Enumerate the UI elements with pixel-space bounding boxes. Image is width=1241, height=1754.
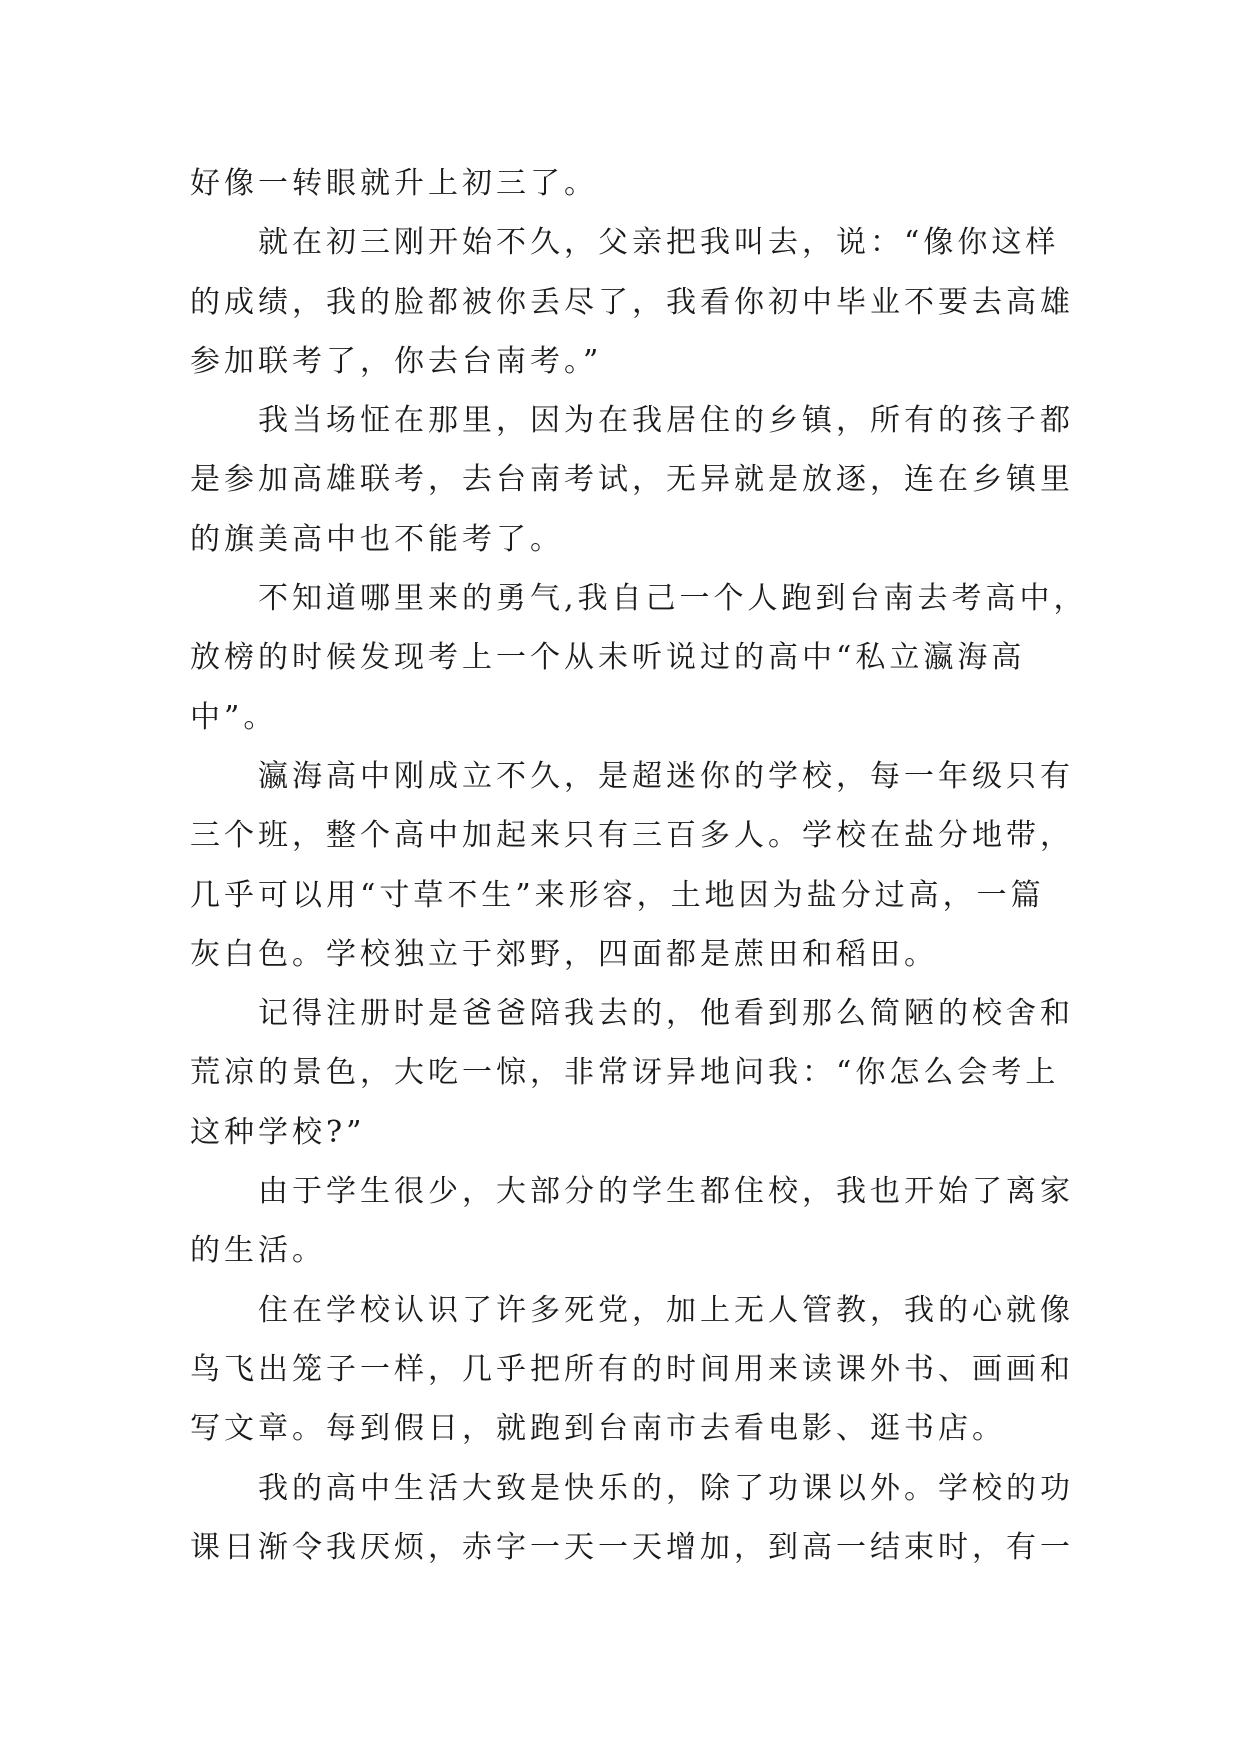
text-line: 就在初三刚开始不久，父亲把我叫去，说：“像你这样	[258, 225, 1060, 261]
text-line: 住在学校认识了许多死党，加上无人管教，我的心就像	[258, 1292, 1074, 1328]
text-line: 课日渐令我厌烦，赤字一天一天增加，到高一结束时，有一	[190, 1529, 1074, 1565]
text-line: 是参加高雄联考，去台南考试，无异就是放逐，连在乡镇里	[190, 462, 1074, 498]
text-line: 我的高中生活大致是快乐的，除了功课以外。学校的功	[258, 1470, 1074, 1506]
text-line: 我当场怔在那里，因为在我居住的乡镇，所有的孩子都	[258, 403, 1074, 439]
text-line: 的生活。	[190, 1233, 326, 1269]
text-line: 的旗美高中也不能考了。	[190, 521, 564, 557]
text-line: 参加联考了，你去台南考。”	[190, 343, 603, 379]
text-line: 这种学校?”	[190, 1114, 366, 1150]
text-line: 三个班，整个高中加起来只有三百多人。学校在盐分地带，	[190, 818, 1074, 854]
text-line: 鸟飞出笼子一样，几乎把所有的时间用来读课外书、画画和	[190, 1351, 1074, 1387]
body-text	[190, 154, 1088, 1577]
text-line: 瀛海高中刚成立不久，是超迷你的学校，每一年级只有	[258, 758, 1074, 794]
text-line: 放榜的时候发现考上一个从未听说过的高中“私立瀛海高	[190, 640, 1026, 676]
text-line: 中”。	[190, 699, 278, 735]
text-line: 的成绩，我的脸都被你丢尽了，我看你初中毕业不要去高雄	[190, 284, 1074, 320]
text-line: 好像一转眼就升上初三了。	[190, 166, 598, 201]
text-line: 记得注册时是爸爸陪我去的，他看到那么简陋的校舍和	[258, 996, 1074, 1032]
text-line: 几乎可以用“寸草不生”来形容，土地因为盐分过高，一篇	[190, 877, 1045, 913]
text-line: 写文章。每到假日，就跑到台南市去看电影、逛书店。	[190, 1411, 1006, 1447]
text-line: 荒凉的景色，大吃一惊，非常讶异地问我：“你怎么会考上	[190, 1055, 1060, 1091]
text-line: 灰白色。学校独立于郊野，四面都是蔗田和稻田。	[190, 936, 938, 972]
text-line: 由于学生很少，大部分的学生都住校，我也开始了离家	[258, 1174, 1074, 1210]
text-line: 不知道哪里来的勇气,我自己一个人跑到台南去考高中，	[258, 581, 1088, 617]
